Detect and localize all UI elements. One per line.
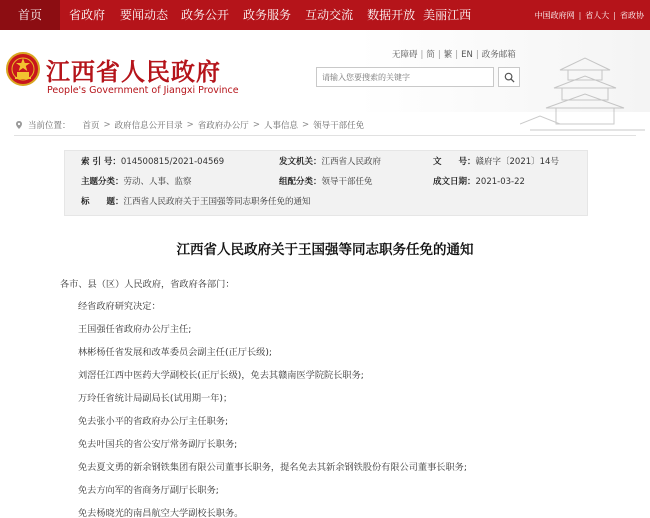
breadcrumb-home[interactable]: 首页 bbox=[82, 121, 100, 131]
meta-label: 组配分类： bbox=[279, 177, 322, 187]
meta-value: 014500815/2021-04569 bbox=[120, 157, 225, 167]
document-salutation: 各市、县（区）人民政府，省政府各部门： bbox=[60, 279, 235, 290]
meta-label: 成文日期： bbox=[433, 177, 476, 187]
search-button[interactable] bbox=[498, 67, 520, 87]
breadcrumb-appointments[interactable]: 领导干部任免 bbox=[313, 121, 365, 131]
link-provincial-congress[interactable]: 省人大 bbox=[585, 10, 610, 20]
meta-value: 劳动、人事、监察 bbox=[123, 177, 192, 187]
document-paragraph: 免去方向军的省商务厅副厅长职务; bbox=[78, 485, 219, 496]
breadcrumb-arrow: > bbox=[103, 120, 111, 130]
nav-item-home[interactable]: 首页 bbox=[0, 0, 60, 30]
meta-label: 文 号： bbox=[433, 157, 476, 167]
meta-category bbox=[279, 174, 373, 190]
separator: | bbox=[613, 10, 616, 20]
document-paragraph: 王国强任省政府办公厅主任; bbox=[78, 324, 192, 335]
breadcrumb-info-catalog[interactable]: 政府信息公开目录 bbox=[114, 121, 183, 131]
site-subtitle: People's Government of Jiangxi Province bbox=[47, 85, 239, 96]
breadcrumb-label: 当前位置： bbox=[28, 121, 71, 131]
top-right-links bbox=[535, 0, 644, 30]
breadcrumb-arrow: > bbox=[301, 120, 310, 130]
meta-label: 主题分类： bbox=[81, 177, 124, 187]
meta-subject bbox=[81, 194, 311, 210]
location-icon bbox=[14, 120, 24, 130]
document-metadata-table bbox=[64, 150, 588, 216]
separator: | bbox=[475, 50, 479, 60]
meta-label: 标 题： bbox=[81, 197, 124, 207]
national-emblem-icon bbox=[6, 52, 40, 86]
top-nav-bar bbox=[0, 0, 650, 30]
nav-item-provincial-gov[interactable]: 省政府 bbox=[69, 8, 106, 22]
nav-item-interaction[interactable]: 互动交流 bbox=[305, 8, 354, 22]
meta-issuer bbox=[279, 154, 381, 170]
link-accessibility[interactable]: 无障碍 bbox=[392, 50, 418, 60]
meta-value: 2021-03-22 bbox=[475, 177, 525, 187]
meta-row-3 bbox=[65, 194, 587, 210]
separator: | bbox=[455, 50, 459, 60]
meta-document-number bbox=[433, 154, 559, 170]
header-utility-links bbox=[392, 48, 516, 60]
document-paragraph: 免去张小平的省政府办公厅主任职务; bbox=[78, 416, 229, 427]
search-input[interactable] bbox=[316, 67, 494, 87]
pavilion-illustration-icon bbox=[520, 40, 650, 140]
document-title: 江西省人民政府关于王国强等同志职务任免的通知 bbox=[176, 242, 474, 258]
nav-item-news[interactable]: 要闻动态 bbox=[120, 8, 169, 22]
meta-value: 赣府字〔2021〕14号 bbox=[475, 157, 559, 167]
link-traditional[interactable]: 繁 bbox=[443, 50, 453, 60]
nav-item-beautiful-jiangxi[interactable]: 美丽江西 bbox=[423, 8, 472, 22]
separator: | bbox=[420, 50, 424, 60]
nav-item-gov-services[interactable]: 政务服务 bbox=[243, 8, 292, 22]
separator: | bbox=[437, 50, 441, 60]
top-nav-items bbox=[0, 0, 471, 30]
meta-date bbox=[433, 174, 525, 190]
document-paragraph: 林彬杨任省发展和改革委员会副主任(正厅长级); bbox=[78, 347, 273, 358]
nav-item-gov-affairs-open[interactable]: 政务公开 bbox=[181, 8, 230, 22]
meta-row-1 bbox=[65, 154, 587, 170]
search-icon bbox=[504, 72, 515, 83]
breadcrumb bbox=[14, 119, 364, 131]
document-paragraph: 免去叶国兵的省公安厅常务副厅长职务; bbox=[78, 439, 238, 450]
meta-value: 领导干部任免 bbox=[321, 177, 373, 187]
meta-value: 江西省人民政府关于王国强等同志职务任免的通知 bbox=[123, 197, 311, 207]
meta-value: 江西省人民政府 bbox=[321, 157, 382, 167]
site-title: 江西省人民政府 bbox=[46, 58, 221, 86]
document-paragraph: 万玲任省统计局副局长(试用期一年)； bbox=[78, 393, 233, 404]
link-china-gov[interactable]: 中国政府网 bbox=[534, 10, 575, 20]
meta-index-number bbox=[81, 154, 224, 170]
breadcrumb-arrow: > bbox=[252, 120, 260, 130]
document-paragraph: 免去夏文勇的新余钢铁集团有限公司董事长职务，提名免去其新余钢铁股份有限公司董事长职务; bbox=[78, 462, 467, 473]
meta-row-2 bbox=[65, 174, 587, 190]
link-english[interactable]: EN bbox=[461, 50, 473, 60]
meta-topic bbox=[81, 174, 192, 190]
meta-label: 索 引 号： bbox=[81, 157, 121, 167]
document-paragraph: 刘滘任江西中医药大学副校长(正厅长级)，免去其赣南医学院院长职务; bbox=[78, 370, 364, 381]
meta-label: 发文机关： bbox=[279, 157, 322, 167]
breadcrumb-divider bbox=[14, 135, 636, 136]
document-paragraph: 经省政府研究决定： bbox=[78, 301, 161, 312]
document-paragraph: 免去杨晓光的南昌航空大学副校长职务。 bbox=[78, 508, 244, 518]
nav-item-open-data[interactable]: 数据开放 bbox=[367, 8, 416, 22]
link-gov-mail[interactable]: 政务邮箱 bbox=[481, 50, 516, 60]
breadcrumb-general-office[interactable]: 省政府办公厅 bbox=[197, 121, 249, 131]
breadcrumb-personnel[interactable]: 人事信息 bbox=[263, 121, 298, 131]
link-simplified[interactable]: 简 bbox=[426, 50, 435, 60]
link-provincial-cppcc[interactable]: 省政协 bbox=[620, 10, 644, 20]
separator: | bbox=[578, 10, 582, 20]
breadcrumb-arrow: > bbox=[186, 120, 194, 130]
